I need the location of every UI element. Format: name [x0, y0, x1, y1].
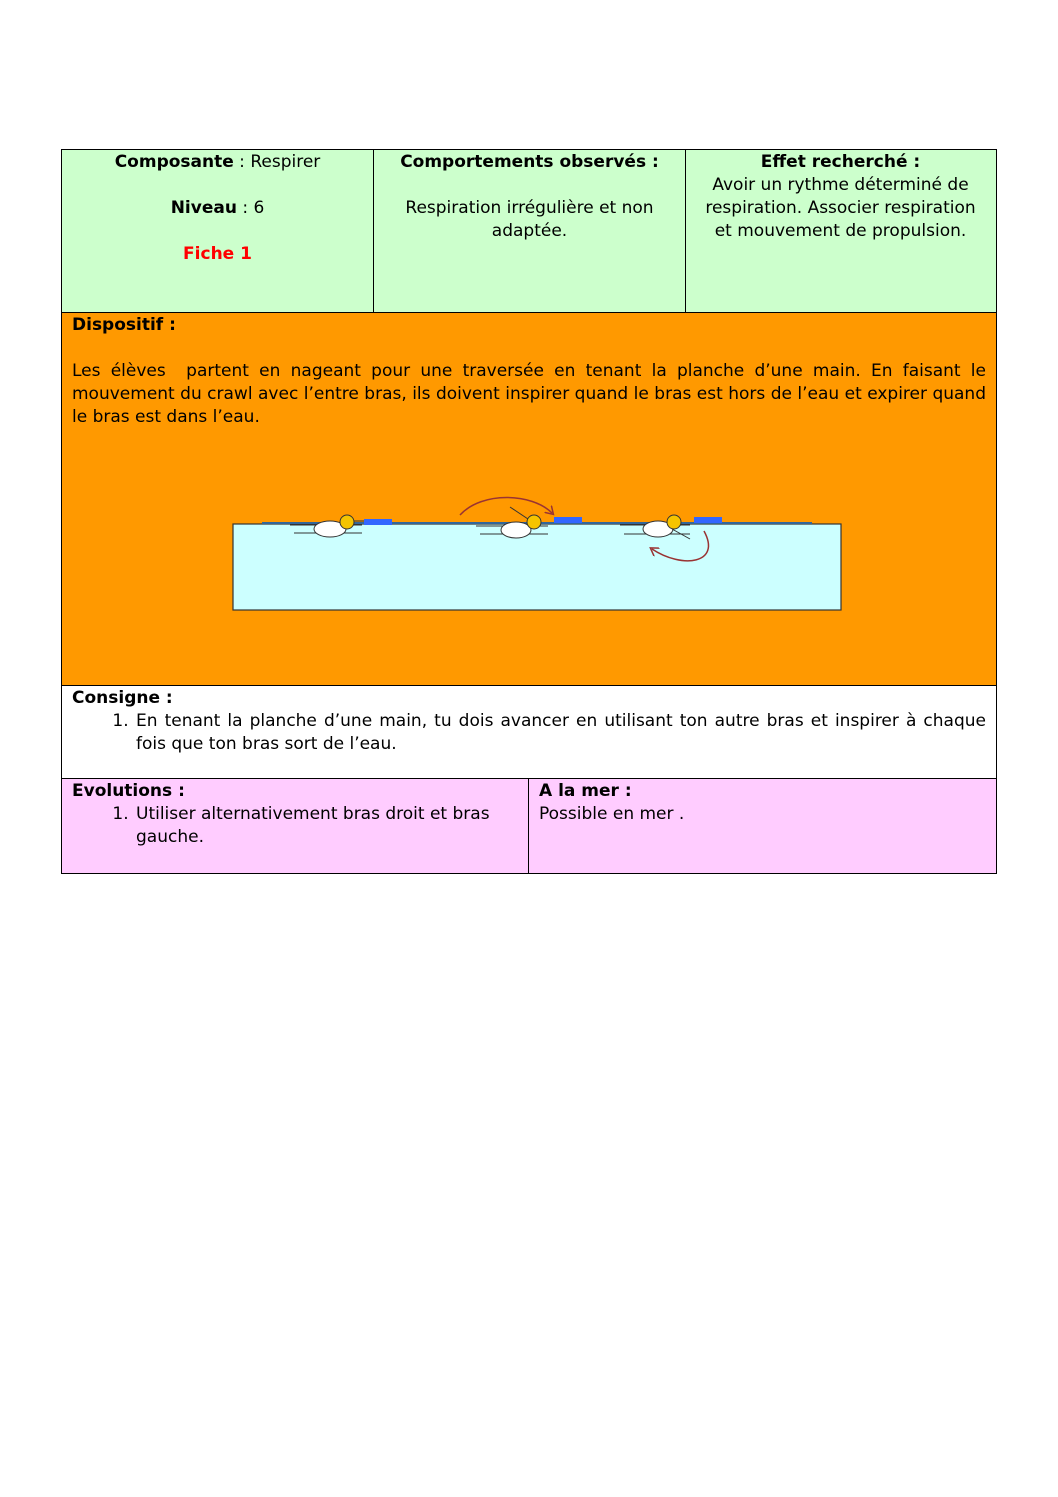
consigne-row [62, 686, 996, 779]
niveau-separator: : [236, 198, 254, 218]
composante-separator: : [233, 152, 251, 172]
evolutions-row [62, 779, 996, 873]
composante-value: Respirer [250, 152, 321, 172]
evolutions-title: Evolutions : [72, 781, 185, 801]
activity-sheet-table [61, 149, 997, 874]
evolutions-cell [62, 779, 529, 873]
dispositif-cell [62, 313, 996, 685]
consigne-title: Consigne : [72, 688, 173, 708]
effet-cell [686, 150, 995, 312]
composante-cell [62, 150, 374, 312]
comportements-cell [374, 150, 686, 312]
effet-text: Avoir un rythme déterminé de respiration. Associer respiration et mouvement de propulsion. [705, 175, 976, 241]
mer-text: Possible en mer . [539, 804, 685, 824]
comportements-text: Respiration irrégulière et non adaptée. [405, 198, 654, 241]
evolutions-item: 1. Utiliser alternativement bras droit et bras gauche. [134, 803, 518, 849]
dispositif-text: Les élèves partent en nageant pour une traversée en tenant la planche d’une main. En faisant le mouvement du crawl avec l’entre bras, ils doivent inspirer quand le bras est hors de l’eau et expirer quand le bras est dans l’eau. [72, 361, 992, 427]
consigne-list [72, 710, 986, 756]
niveau-label: Niveau [170, 198, 237, 218]
composante-label: Composante [114, 152, 234, 172]
arrow-arm-out-icon [460, 498, 552, 516]
evolutions-list [72, 803, 518, 849]
dispositif-row [62, 313, 996, 686]
comportements-title: Comportements observés : [400, 152, 659, 172]
pool-diagram [72, 469, 986, 619]
dispositif-title: Dispositif : [72, 315, 176, 335]
niveau-value: 6 [253, 198, 265, 218]
header-row [62, 150, 996, 313]
niveau-line [72, 197, 363, 220]
composante-line [72, 151, 363, 174]
mer-title: A la mer : [539, 781, 632, 801]
consigne-item: 1. En tenant la planche d’une main, tu dois avancer en utilisant ton autre bras et inspirer à chaque fois que ton bras sort de l’eau. [134, 710, 986, 756]
consigne-cell [62, 686, 996, 778]
fiche-label: Fiche 1 [183, 244, 252, 264]
mer-cell [529, 779, 995, 873]
effet-title: Effet recherché : [760, 152, 921, 172]
